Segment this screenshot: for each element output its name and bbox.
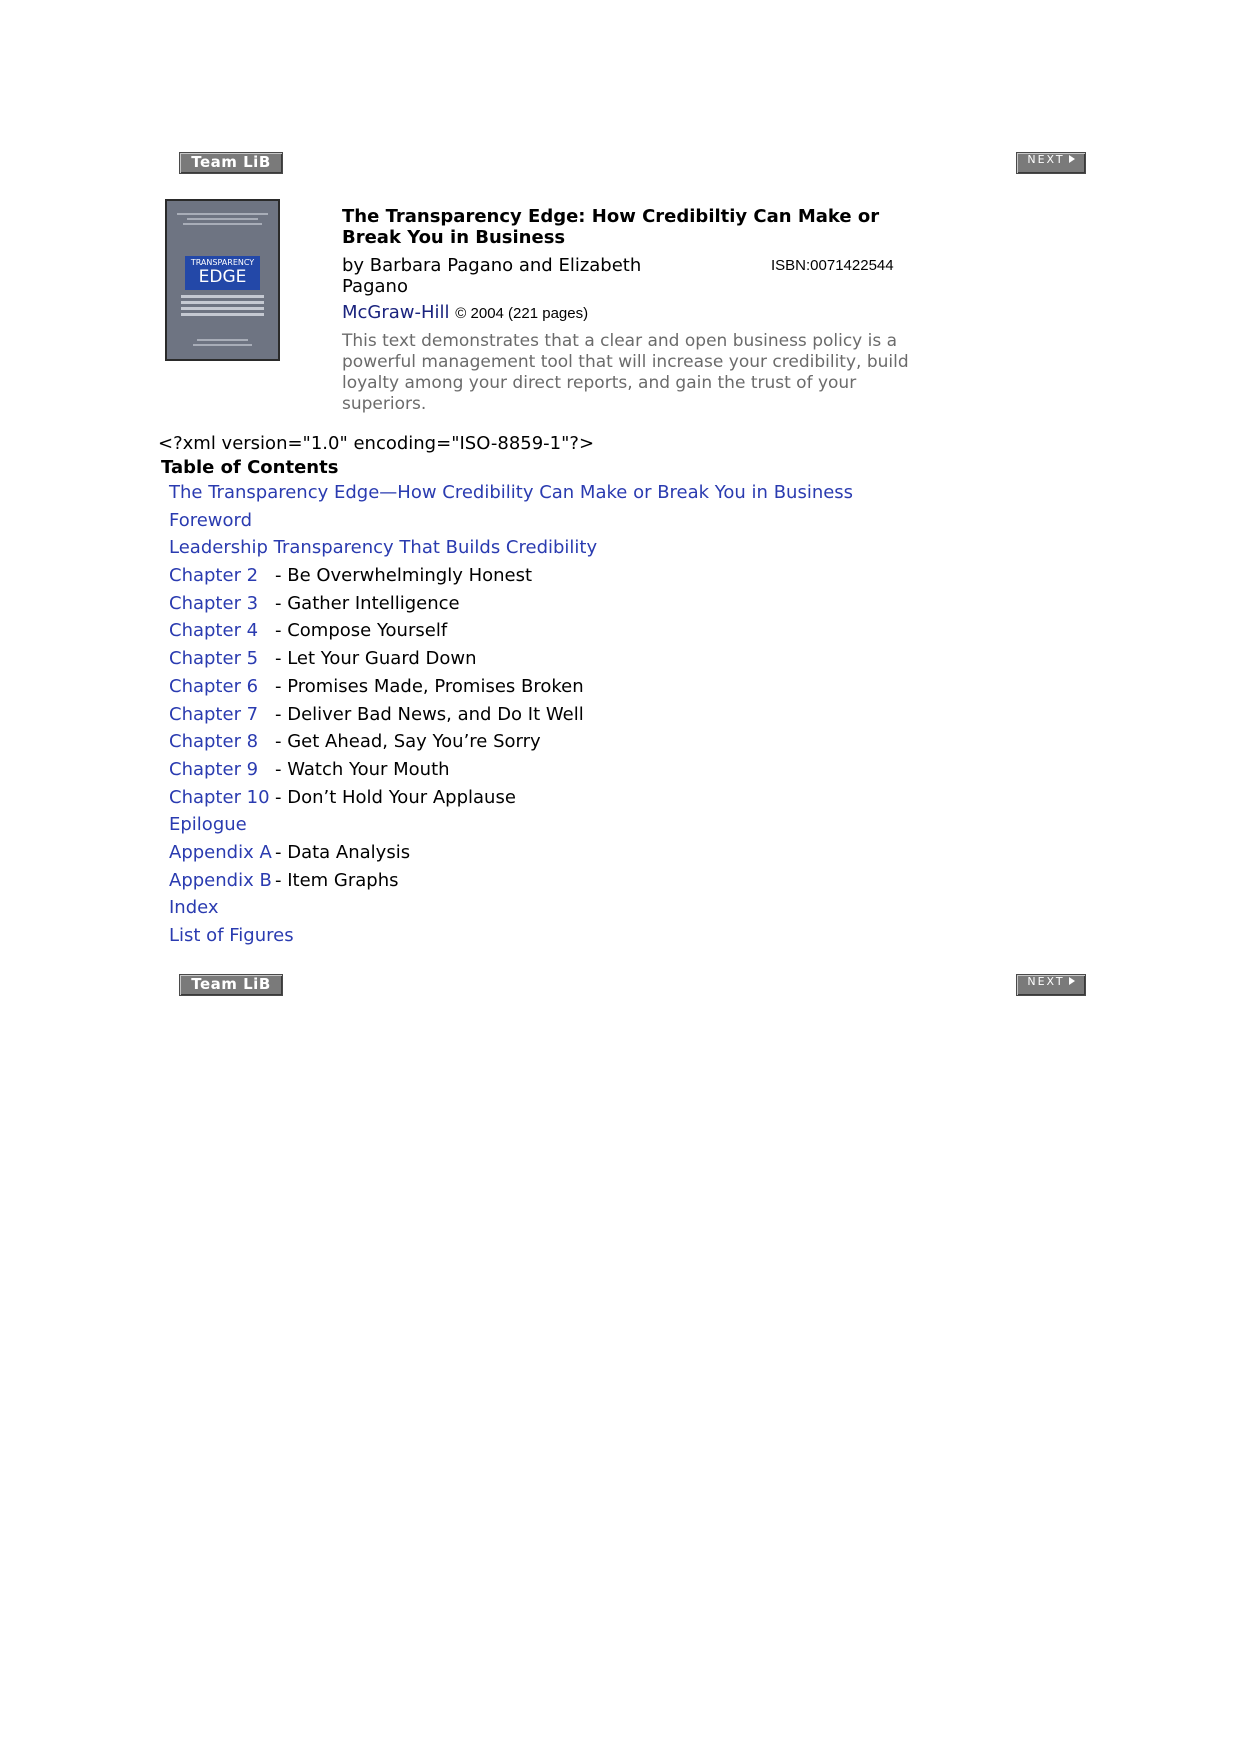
toc-link-leadership[interactable]: Leadership Transparency That Builds Credibility: [169, 537, 598, 559]
table-of-contents: [169, 482, 1069, 953]
toc-row: [169, 704, 1069, 732]
toc-chapter-title: - Don’t Hold Your Applause: [275, 786, 516, 808]
publisher-link[interactable]: McGraw-Hill: [342, 302, 450, 323]
toc-link-chapter-4[interactable]: Chapter 4: [169, 620, 259, 642]
toc-row: [169, 593, 1069, 621]
toc-chapter-title: - Compose Yourself: [275, 620, 448, 642]
toc-chapter-title: - Let Your Guard Down: [275, 648, 477, 670]
toc-appendix-title: - Item Graphs: [275, 869, 399, 891]
toc-link-book-title[interactable]: The Transparency Edge—How Credibility Can Make or Break You in Business: [169, 482, 854, 503]
toc-chapter-title: - Get Ahead, Say You’re Sorry: [275, 731, 541, 753]
next-label: NEXT: [1027, 975, 1065, 988]
toc-row: [169, 842, 1069, 870]
toc-link-chapter-3[interactable]: Chapter 3: [169, 592, 259, 614]
toc-link-epilogue[interactable]: Epilogue: [169, 814, 247, 836]
toc-appendix-title: - Data Analysis: [275, 841, 411, 863]
toc-chapter-title: - Promises Made, Promises Broken: [275, 675, 584, 697]
toc-link-chapter-10[interactable]: Chapter 10: [169, 786, 270, 808]
toc-chapter-title: - Deliver Bad News, and Do It Well: [275, 703, 584, 725]
toc-chapter-title: - Watch Your Mouth: [275, 758, 450, 780]
next-button-bottom[interactable]: [1016, 974, 1086, 996]
toc-link-chapter-8[interactable]: Chapter 8: [169, 731, 259, 753]
toc-chapter-title: - Be Overwhelmingly Honest: [275, 565, 533, 587]
next-label: NEXT: [1027, 153, 1065, 166]
team-lib-button-top[interactable]: Team LiB: [179, 152, 283, 174]
toc-link-appendix-a[interactable]: Appendix A: [169, 841, 272, 863]
toc-link-list-of-figures[interactable]: List of Figures: [169, 925, 294, 946]
team-lib-button-bottom[interactable]: Team LiB: [179, 974, 283, 996]
toc-row: [169, 814, 1069, 842]
toc-link-chapter-5[interactable]: Chapter 5: [169, 648, 259, 670]
toc-row: [169, 925, 1069, 953]
toc-link-index[interactable]: Index: [169, 897, 219, 919]
toc-row: [169, 510, 1069, 538]
toc-heading: Table of Contents: [161, 457, 339, 478]
toc-row: [169, 482, 1069, 510]
book-isbn: ISBN:0071422544: [771, 257, 894, 274]
toc-row: [169, 565, 1069, 593]
toc-link-foreword[interactable]: Foreword: [169, 509, 253, 531]
toc-chapter-title: - Gather Intelligence: [275, 592, 460, 614]
toc-link-chapter-6[interactable]: Chapter 6: [169, 675, 259, 697]
toc-row: [169, 620, 1069, 648]
book-title: The Transparency Edge: How Credibiltiy Can Make or Break You in Business: [342, 206, 880, 248]
toc-row: [169, 870, 1069, 898]
publisher-row: [342, 302, 588, 323]
toc-link-chapter-2[interactable]: Chapter 2: [169, 565, 259, 587]
next-arrow-icon: [1069, 977, 1075, 985]
cover-title-small: TRANSPARENCY: [190, 258, 255, 267]
next-button-top[interactable]: [1016, 152, 1086, 174]
cover-title-large: EDGE: [198, 267, 247, 287]
toc-row: [169, 787, 1069, 815]
next-arrow-icon: [1069, 155, 1075, 163]
book-description: This text demonstrates that a clear and open business policy is a powerful management tool that will increase your credibility, build loyalty among your direct reports, and gain the trust of your superiors.: [342, 331, 909, 414]
publication-info: © 2004 (221 pages): [455, 305, 589, 322]
book-authors: by Barbara Pagano and Elizabeth Pagano: [342, 255, 642, 297]
toc-row: [169, 759, 1069, 787]
toc-row: [169, 537, 1069, 565]
toc-row: [169, 676, 1069, 704]
toc-link-chapter-9[interactable]: Chapter 9: [169, 758, 259, 780]
toc-row: [169, 648, 1069, 676]
xml-declaration: <?xml version="1.0" encoding="ISO-8859-1"?>: [158, 433, 595, 454]
toc-link-chapter-7[interactable]: Chapter 7: [169, 703, 259, 725]
toc-row: [169, 731, 1069, 759]
toc-link-appendix-b[interactable]: Appendix B: [169, 869, 272, 891]
book-cover-image: [165, 199, 280, 361]
toc-row: [169, 897, 1069, 925]
